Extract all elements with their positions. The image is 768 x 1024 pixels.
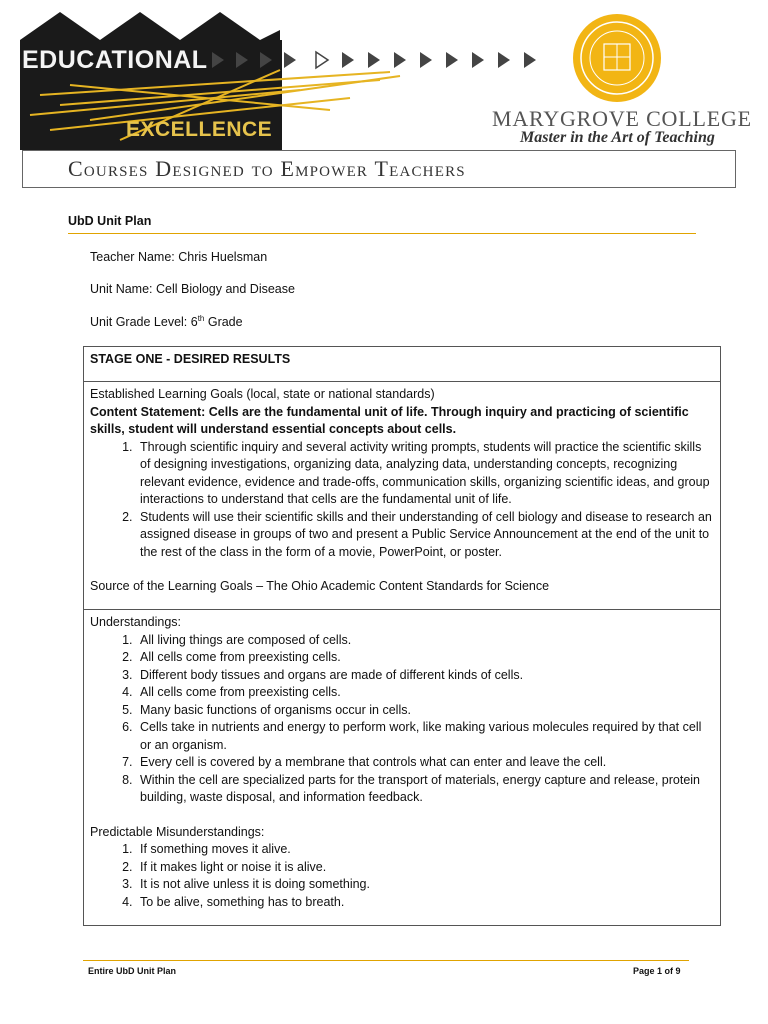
list-item: 6. Cells take in nutrients and energy to perform work, like making various molecules required by that cell or an organism. (136, 719, 714, 754)
list-item: 2. If it makes light or noise it is alive. (136, 859, 714, 877)
stage-one-heading-box (83, 346, 721, 382)
list-item: 2. Students will use their scientific skills and their understanding of cell biology and disease to research an assigned disease in groups of two and present a Public Service Announcement at the end of the unit to the rest of the class in the form of a movie, PowerPoint, or poster. (136, 509, 714, 562)
list-item: 4. All cells come from preexisting cells. (136, 684, 714, 702)
list-item: 1. Through scientific inquiry and several activity writing prompts, students will practice the scientific skills of designing investigations, organizing data, analyzing data, understanding concepts, recognizing relevant evidence, evidence and trade-offs, communication skills, organizing scientific ideas, and group interactions to understand that cells are the fundamental unit of life. (136, 439, 714, 509)
title-divider (68, 233, 696, 234)
college-seal-icon (573, 14, 661, 102)
footer-divider (83, 960, 689, 961)
list-item: 1. If something moves it alive. (136, 841, 714, 859)
understandings-box (83, 609, 721, 926)
banner-word-educational: EDUCATIONAL (22, 46, 208, 74)
banner-word-excellence: EXCELLENCE (126, 118, 273, 141)
footer-doc-name: Entire UbD Unit Plan (88, 966, 177, 976)
list-item: 4. To be alive, something has to breath. (136, 894, 714, 912)
learning-goals-box (83, 381, 721, 610)
doc-title: UbD Unit Plan (68, 214, 152, 228)
page-number: Page 1 of 9 (633, 966, 681, 976)
college-name: MARYGROVE COLLEGE (492, 106, 752, 131)
list-item: 7. Every cell is covered by a membrane that controls what can enter and leave the cell. (136, 754, 714, 772)
misunderstandings-label: Predictable Misunderstandings: (90, 824, 265, 839)
college-tagline: Master in the Art of Teaching (520, 129, 715, 146)
list-item: 1. All living things are composed of cells. (136, 632, 714, 650)
arrow-row (212, 52, 536, 68)
stage-one-heading: STAGE ONE - DESIRED RESULTS (90, 352, 291, 366)
grade-level: Unit Grade Level: 6th Grade (90, 314, 243, 330)
goals-label: Established Learning Goals (local, state or national standards) (90, 387, 435, 401)
list-item: 5. Many basic functions of organisms occur in cells. (136, 702, 714, 720)
misunderstandings-list (90, 841, 714, 911)
banner-title: Courses Designed to Empower Teachers (68, 156, 466, 181)
teacher-name: Teacher Name: Chris Huelsman (90, 250, 268, 264)
content-statement: Content Statement: Cells are the fundamental unit of life. Through inquiry and practicing of scientific skills, student will understand essential concepts about cells. (90, 404, 689, 436)
understandings-label: Understandings: (90, 615, 182, 629)
understandings-list (90, 632, 714, 807)
list-item: 2. All cells come from preexisting cells. (136, 649, 714, 667)
list-item: 3. It is not alive unless it is doing something. (136, 876, 714, 894)
goals-list (90, 439, 714, 562)
list-item: 8. Within the cell are specialized parts for the transport of materials, energy capture and release, protein building, waste disposal, and information feedback. (136, 772, 714, 807)
unit-name: Unit Name: Cell Biology and Disease (90, 282, 295, 296)
goals-source: Source of the Learning Goals – The Ohio Academic Content Standards for Science (90, 579, 550, 593)
list-item: 3. Different body tissues and organs are made of different kinds of cells. (136, 667, 714, 685)
